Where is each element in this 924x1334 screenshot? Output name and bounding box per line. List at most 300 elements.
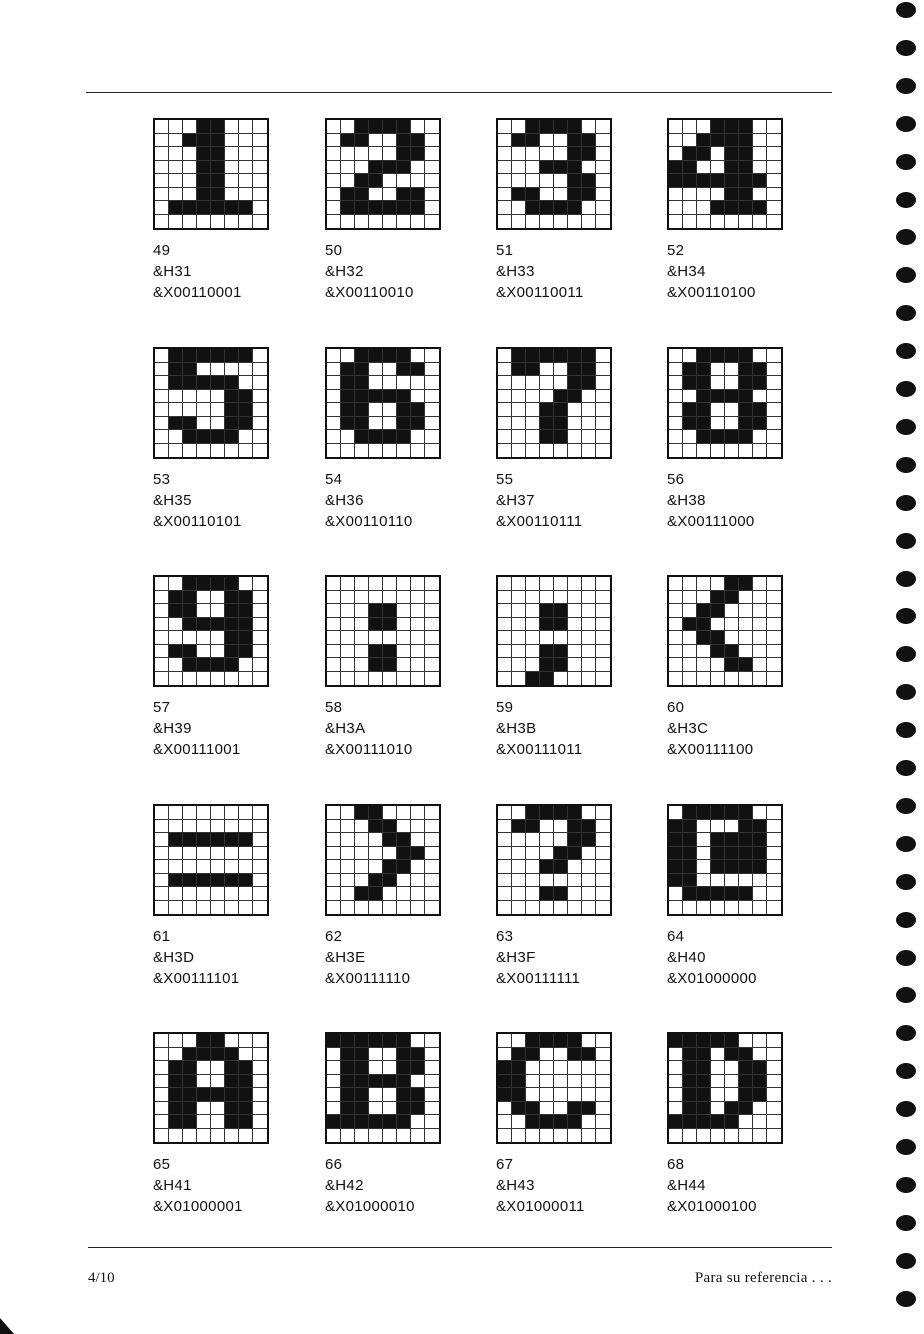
- glyph-pixel: [383, 1102, 397, 1116]
- glyph-pixel: [725, 860, 739, 874]
- hex-code: &H39: [153, 720, 192, 737]
- glyph-pixel: [169, 161, 183, 175]
- glyph-pixel: [498, 363, 512, 377]
- glyph-pixel: [425, 631, 439, 645]
- page-number: 4/10: [88, 1270, 115, 1286]
- glyph-pixel: [425, 174, 439, 188]
- glyph-pixel: [596, 833, 610, 847]
- decimal-code: 52: [667, 242, 685, 259]
- glyph-pixel: [369, 120, 383, 134]
- glyph-pixel: [596, 363, 610, 377]
- glyph-pixel: [512, 874, 526, 888]
- glyph-pixel: [327, 833, 341, 847]
- glyph-pixel: [512, 403, 526, 417]
- glyph-pixel: [327, 1115, 341, 1129]
- glyph-pixel: [341, 1115, 355, 1129]
- glyph-pixel: [411, 901, 425, 915]
- glyph-pixel: [369, 860, 383, 874]
- glyph-pixel: [355, 147, 369, 161]
- glyph-pixel: [526, 631, 540, 645]
- glyph-pixel: [582, 1088, 596, 1102]
- glyph-pixel: [669, 901, 683, 915]
- glyph-pixel: [225, 847, 239, 861]
- glyph-pixel: [582, 847, 596, 861]
- glyph-pixel: [739, 833, 753, 847]
- glyph-pixel: [239, 120, 253, 134]
- glyph-pixel: [582, 430, 596, 444]
- glyph-pixel: [554, 887, 568, 901]
- glyph-pixel: [596, 1115, 610, 1129]
- glyph-pixel: [183, 215, 197, 229]
- glyph-pixel: [239, 403, 253, 417]
- glyph-pixel: [582, 1129, 596, 1143]
- glyph-pixel: [197, 363, 211, 377]
- glyph-pixel: [669, 672, 683, 686]
- glyph-pixel: [169, 390, 183, 404]
- glyph-pixel: [596, 161, 610, 175]
- glyph-pixel: [253, 591, 267, 605]
- glyph-pixel: [211, 363, 225, 377]
- glyph-pixel: [753, 444, 767, 458]
- glyph-pixel: [253, 188, 267, 202]
- glyph-pixel: [211, 1129, 225, 1143]
- glyph-pixel: [327, 201, 341, 215]
- character-codes: [667, 697, 827, 760]
- glyph-pixel: [225, 444, 239, 458]
- decimal-code: 55: [496, 471, 514, 488]
- glyph-pixel: [596, 618, 610, 632]
- glyph-pixel: [327, 1048, 341, 1062]
- glyph-pixel: [540, 444, 554, 458]
- glyph-pixel: [327, 645, 341, 659]
- glyph-pixel: [411, 1115, 425, 1129]
- character-codes: [667, 240, 827, 303]
- glyph-pixel: [753, 820, 767, 834]
- glyph-pixel: [425, 403, 439, 417]
- glyph-pixel: [540, 631, 554, 645]
- glyph-pixel: [697, 201, 711, 215]
- glyph-pixel: [239, 901, 253, 915]
- glyph-pixel: [211, 174, 225, 188]
- glyph-pixel: [155, 618, 169, 632]
- glyph-pixel: [739, 403, 753, 417]
- character-codes: [325, 469, 485, 532]
- glyph-pixel: [582, 806, 596, 820]
- glyph-pixel: [397, 887, 411, 901]
- glyph-pixel: [239, 1102, 253, 1116]
- glyph-pixel: [211, 591, 225, 605]
- glyph-pixel: [683, 847, 697, 861]
- glyph-pixel: [683, 403, 697, 417]
- glyph-pixel: [225, 1061, 239, 1075]
- glyph-pixel: [582, 174, 596, 188]
- glyph-pixel: [526, 215, 540, 229]
- glyph-pixel: [397, 188, 411, 202]
- glyph-pixel: [169, 201, 183, 215]
- glyph-pixel: [753, 901, 767, 915]
- glyph-pixel: [582, 161, 596, 175]
- glyph-pixel: [411, 1034, 425, 1048]
- hex-code: &H35: [153, 492, 192, 509]
- glyph-pixel: [568, 604, 582, 618]
- glyph-pixel: [225, 577, 239, 591]
- glyph-pixel: [669, 1088, 683, 1102]
- glyph-pixel: [369, 376, 383, 390]
- glyph-pixel: [425, 645, 439, 659]
- glyph-pixel: [498, 134, 512, 148]
- glyph-pixel: [341, 161, 355, 175]
- glyph-pixel: [753, 1075, 767, 1089]
- glyph-pixel: [239, 417, 253, 431]
- glyph-pixel: [169, 1088, 183, 1102]
- glyph-pixel: [540, 430, 554, 444]
- glyph-pixel: [568, 833, 582, 847]
- glyph-pixel: [253, 833, 267, 847]
- decimal-code: 66: [325, 1156, 343, 1173]
- glyph-pixel: [327, 430, 341, 444]
- glyph-pixel: [155, 1102, 169, 1116]
- glyph-pixel: [697, 806, 711, 820]
- glyph-pixel: [683, 1048, 697, 1062]
- glyph-pixel: [596, 349, 610, 363]
- glyph-pixel: [683, 134, 697, 148]
- binding-hole: [896, 608, 916, 624]
- glyph-pixel: [183, 672, 197, 686]
- glyph-pixel: [725, 1048, 739, 1062]
- glyph-pixel: [397, 376, 411, 390]
- glyph-pixel: [753, 134, 767, 148]
- glyph-pixel: [554, 1061, 568, 1075]
- glyph-pixel: [540, 887, 554, 901]
- glyph-pixel: [355, 577, 369, 591]
- glyph-pixel: [169, 1075, 183, 1089]
- glyph-pixel: [739, 847, 753, 861]
- glyph-pixel: [183, 444, 197, 458]
- glyph-bitmap: [496, 804, 612, 916]
- glyph-pixel: [225, 147, 239, 161]
- corner-mark: [0, 1318, 14, 1334]
- glyph-pixel: [725, 901, 739, 915]
- glyph-pixel: [711, 188, 725, 202]
- glyph-pixel: [355, 390, 369, 404]
- glyph-pixel: [183, 363, 197, 377]
- glyph-pixel: [725, 390, 739, 404]
- glyph-pixel: [739, 591, 753, 605]
- glyph-pixel: [526, 147, 540, 161]
- binding-hole: [896, 305, 916, 321]
- glyph-pixel: [711, 147, 725, 161]
- glyph-pixel: [739, 363, 753, 377]
- glyph-pixel: [197, 390, 211, 404]
- glyph-pixel: [253, 120, 267, 134]
- glyph-pixel: [683, 645, 697, 659]
- glyph-pixel: [669, 188, 683, 202]
- glyph-pixel: [669, 1115, 683, 1129]
- binding-hole: [896, 1215, 916, 1231]
- glyph-pixel: [711, 618, 725, 632]
- glyph-pixel: [697, 161, 711, 175]
- character-codes: [153, 469, 313, 532]
- glyph-pixel: [397, 1088, 411, 1102]
- glyph-pixel: [155, 577, 169, 591]
- glyph-pixel: [526, 120, 540, 134]
- glyph-pixel: [683, 1034, 697, 1048]
- glyph-pixel: [355, 444, 369, 458]
- glyph-pixel: [540, 363, 554, 377]
- glyph-pixel: [155, 887, 169, 901]
- glyph-pixel: [327, 134, 341, 148]
- glyph-pixel: [753, 188, 767, 202]
- glyph-pixel: [397, 1061, 411, 1075]
- glyph-pixel: [596, 444, 610, 458]
- glyph-pixel: [669, 820, 683, 834]
- glyph-pixel: [197, 887, 211, 901]
- glyph-pixel: [683, 887, 697, 901]
- glyph-pixel: [411, 1088, 425, 1102]
- glyph-pixel: [683, 430, 697, 444]
- binding-hole: [896, 987, 916, 1003]
- binding-hole: [896, 798, 916, 814]
- glyph-pixel: [425, 417, 439, 431]
- glyph-pixel: [725, 672, 739, 686]
- glyph-pixel: [411, 430, 425, 444]
- glyph-pixel: [697, 1088, 711, 1102]
- glyph-pixel: [697, 403, 711, 417]
- glyph-pixel: [341, 1102, 355, 1116]
- glyph-pixel: [596, 645, 610, 659]
- glyph-pixel: [169, 1129, 183, 1143]
- glyph-pixel: [197, 403, 211, 417]
- glyph-pixel: [425, 1075, 439, 1089]
- glyph-pixel: [211, 444, 225, 458]
- glyph-pixel: [155, 874, 169, 888]
- binary-code: &X01000010: [325, 1198, 415, 1215]
- bottom-rule: [88, 1247, 832, 1248]
- glyph-bitmap: [153, 118, 269, 230]
- glyph-pixel: [341, 134, 355, 148]
- glyph-pixel: [669, 215, 683, 229]
- glyph-pixel: [683, 577, 697, 591]
- glyph-pixel: [739, 120, 753, 134]
- glyph-pixel: [767, 390, 781, 404]
- glyph-pixel: [753, 860, 767, 874]
- glyph-pixel: [169, 591, 183, 605]
- glyph-pixel: [169, 1034, 183, 1048]
- glyph-pixel: [383, 645, 397, 659]
- glyph-pixel: [383, 161, 397, 175]
- glyph-pixel: [155, 820, 169, 834]
- character-codes: [153, 240, 313, 303]
- glyph-pixel: [169, 874, 183, 888]
- glyph-pixel: [169, 188, 183, 202]
- glyph-pixel: [711, 658, 725, 672]
- glyph-pixel: [169, 604, 183, 618]
- glyph-pixel: [753, 1061, 767, 1075]
- glyph-pixel: [498, 887, 512, 901]
- glyph-pixel: [369, 604, 383, 618]
- glyph-pixel: [767, 847, 781, 861]
- glyph-pixel: [753, 577, 767, 591]
- glyph-pixel: [425, 376, 439, 390]
- glyph-pixel: [739, 672, 753, 686]
- glyph-pixel: [211, 1088, 225, 1102]
- glyph-pixel: [739, 604, 753, 618]
- glyph-pixel: [526, 1115, 540, 1129]
- glyph-pixel: [582, 604, 596, 618]
- glyph-pixel: [582, 215, 596, 229]
- binding-hole: [896, 874, 916, 890]
- glyph-pixel: [540, 847, 554, 861]
- glyph-pixel: [739, 645, 753, 659]
- glyph-pixel: [239, 201, 253, 215]
- binding-hole: [896, 836, 916, 852]
- glyph-pixel: [739, 874, 753, 888]
- glyph-pixel: [411, 363, 425, 377]
- glyph-pixel: [397, 363, 411, 377]
- glyph-pixel: [225, 390, 239, 404]
- glyph-pixel: [327, 820, 341, 834]
- glyph-pixel: [739, 349, 753, 363]
- glyph-pixel: [711, 215, 725, 229]
- glyph-pixel: [253, 1075, 267, 1089]
- glyph-pixel: [582, 363, 596, 377]
- binding-hole: [896, 684, 916, 700]
- glyph-pixel: [397, 1034, 411, 1048]
- glyph-pixel: [739, 901, 753, 915]
- glyph-pixel: [554, 444, 568, 458]
- glyph-pixel: [711, 631, 725, 645]
- glyph-pixel: [253, 1088, 267, 1102]
- glyph-pixel: [355, 403, 369, 417]
- glyph-pixel: [369, 403, 383, 417]
- glyph-pixel: [327, 390, 341, 404]
- glyph-pixel: [711, 820, 725, 834]
- glyph-pixel: [183, 161, 197, 175]
- glyph-pixel: [526, 1048, 540, 1062]
- glyph-pixel: [225, 618, 239, 632]
- glyph-pixel: [753, 403, 767, 417]
- glyph-pixel: [341, 1061, 355, 1075]
- glyph-pixel: [568, 376, 582, 390]
- glyph-pixel: [683, 820, 697, 834]
- glyph-pixel: [554, 403, 568, 417]
- glyph-pixel: [767, 806, 781, 820]
- glyph-pixel: [211, 833, 225, 847]
- glyph-pixel: [341, 887, 355, 901]
- binding-hole: [896, 533, 916, 549]
- glyph-pixel: [327, 672, 341, 686]
- glyph-pixel: [197, 833, 211, 847]
- glyph-pixel: [739, 161, 753, 175]
- glyph-pixel: [725, 1129, 739, 1143]
- glyph-pixel: [397, 847, 411, 861]
- glyph-pixel: [582, 1048, 596, 1062]
- glyph-pixel: [211, 201, 225, 215]
- glyph-pixel: [169, 658, 183, 672]
- glyph-pixel: [369, 833, 383, 847]
- glyph-pixel: [169, 376, 183, 390]
- glyph-pixel: [397, 1115, 411, 1129]
- glyph-pixel: [498, 201, 512, 215]
- glyph-pixel: [155, 860, 169, 874]
- glyph-pixel: [498, 658, 512, 672]
- glyph-pixel: [355, 349, 369, 363]
- glyph-pixel: [540, 188, 554, 202]
- glyph-pixel: [383, 174, 397, 188]
- glyph-pixel: [411, 672, 425, 686]
- glyph-pixel: [239, 215, 253, 229]
- glyph-pixel: [568, 134, 582, 148]
- glyph-pixel: [526, 1088, 540, 1102]
- character-codes: [667, 926, 827, 989]
- decimal-code: 58: [325, 699, 343, 716]
- glyph-pixel: [540, 215, 554, 229]
- glyph-pixel: [155, 134, 169, 148]
- glyph-pixel: [369, 591, 383, 605]
- glyph-pixel: [183, 887, 197, 901]
- character-cell: [496, 575, 656, 760]
- glyph-pixel: [253, 390, 267, 404]
- glyph-pixel: [725, 618, 739, 632]
- glyph-pixel: [582, 874, 596, 888]
- glyph-pixel: [155, 658, 169, 672]
- glyph-pixel: [540, 604, 554, 618]
- glyph-pixel: [669, 860, 683, 874]
- glyph-pixel: [739, 1088, 753, 1102]
- glyph-pixel: [753, 618, 767, 632]
- glyph-pixel: [341, 631, 355, 645]
- glyph-pixel: [711, 134, 725, 148]
- glyph-pixel: [697, 631, 711, 645]
- glyph-pixel: [582, 201, 596, 215]
- glyph-pixel: [239, 847, 253, 861]
- glyph-pixel: [526, 201, 540, 215]
- glyph-pixel: [197, 444, 211, 458]
- glyph-pixel: [355, 430, 369, 444]
- glyph-pixel: [554, 188, 568, 202]
- glyph-pixel: [253, 806, 267, 820]
- glyph-pixel: [369, 820, 383, 834]
- glyph-pixel: [239, 820, 253, 834]
- glyph-pixel: [211, 645, 225, 659]
- glyph-pixel: [767, 672, 781, 686]
- binding-hole: [896, 1025, 916, 1041]
- glyph-pixel: [568, 1034, 582, 1048]
- glyph-pixel: [327, 577, 341, 591]
- glyph-pixel: [197, 1075, 211, 1089]
- character-cell: [667, 575, 827, 760]
- character-cell: [667, 1032, 827, 1217]
- character-cell: [325, 804, 485, 989]
- glyph-pixel: [341, 1034, 355, 1048]
- glyph-pixel: [355, 860, 369, 874]
- glyph-pixel: [383, 363, 397, 377]
- glyph-pixel: [596, 631, 610, 645]
- glyph-pixel: [169, 618, 183, 632]
- glyph-pixel: [683, 215, 697, 229]
- glyph-pixel: [327, 215, 341, 229]
- glyph-pixel: [183, 901, 197, 915]
- glyph-pixel: [554, 645, 568, 659]
- glyph-pixel: [683, 860, 697, 874]
- glyph-pixel: [554, 1048, 568, 1062]
- glyph-pixel: [425, 591, 439, 605]
- glyph-pixel: [239, 672, 253, 686]
- glyph-pixel: [697, 577, 711, 591]
- glyph-pixel: [540, 120, 554, 134]
- character-codes: [325, 697, 485, 760]
- glyph-pixel: [697, 847, 711, 861]
